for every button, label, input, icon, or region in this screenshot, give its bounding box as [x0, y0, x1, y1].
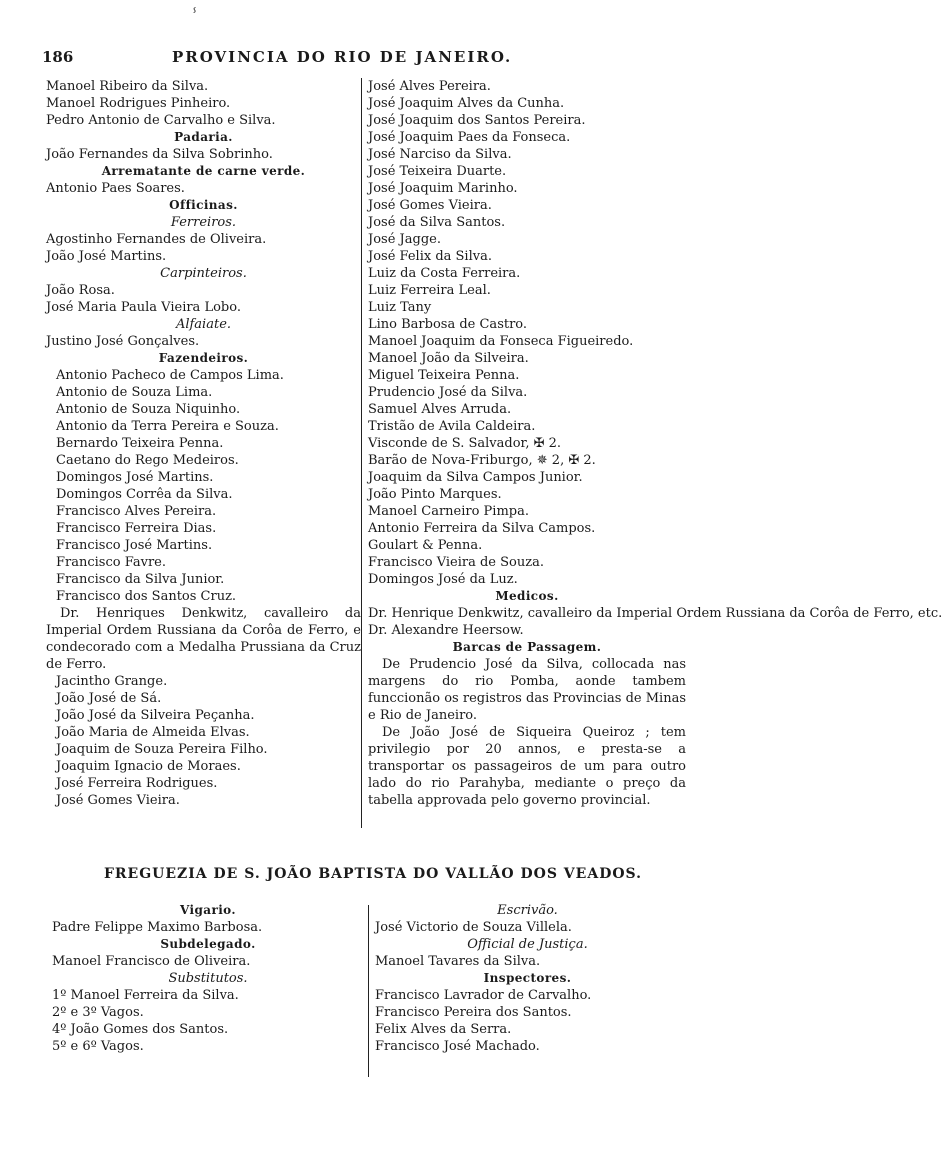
- list-item: José Joaquim Paes da Fonseca.: [368, 130, 571, 145]
- list-item: Visconde de S. Salvador, ✠ 2.: [368, 436, 562, 451]
- list-item: José Narciso da Silva.: [368, 147, 512, 162]
- list-item: Francisco dos Santos Cruz.: [56, 589, 237, 604]
- list-item: Manoel João da Silveira.: [368, 351, 529, 366]
- list-item: 5º e 6º Vagos.: [52, 1039, 144, 1054]
- list-item: Felix Alves da Serra.: [375, 1022, 512, 1037]
- list-item: José Ferreira Rodrigues.: [56, 776, 218, 791]
- paragraph: De João José de Siqueira Queiroz ; tem privilegio por 20 annos, e presta-se a transportar os passageiros de um para outro lado do rio Parahyba, mediante o preço da tabella approvada pelo governo provincial.: [368, 725, 686, 808]
- list-item: João Rosa.: [46, 283, 115, 298]
- list-item: Joaquim de Souza Pereira Filho.: [56, 742, 268, 757]
- paragraph: De Prudencio José da Silva, collocada nas margens do rio Pomba, aonde tambem funccionão os registros das Provincias de Minas e Rio de Janeiro.: [368, 657, 686, 723]
- list-item: Antonio da Terra Pereira e Souza.: [56, 419, 279, 434]
- list-item: João José de Sá.: [56, 691, 162, 706]
- section-heading: Arrematante de carne verde.: [101, 164, 306, 178]
- list-item: Manoel Carneiro Pimpa.: [368, 504, 529, 519]
- ink-smudge: ⸯ: [190, 8, 200, 27]
- list-item: José Maria Paula Vieira Lobo.: [46, 300, 241, 315]
- list-item: Francisco Lavrador de Carvalho.: [375, 988, 592, 1003]
- list-item: Miguel Teixeira Penna.: [368, 368, 520, 383]
- list-item: 4º João Gomes dos Santos.: [52, 1022, 229, 1037]
- list-item: Manoel Ribeiro da Silva.: [46, 79, 209, 94]
- left-column: [46, 78, 361, 809]
- list-item: Francisco Pereira dos Santos.: [375, 1005, 572, 1020]
- section-subheading: Escrivão.: [497, 903, 558, 918]
- list-item: Domingos José Martins.: [56, 470, 214, 485]
- section-subheading: Alfaiate.: [175, 317, 232, 332]
- list-item: Samuel Alves Arruda.: [368, 402, 512, 417]
- list-item: José Joaquim Alves da Cunha.: [368, 96, 565, 111]
- list-item: João José Martins.: [46, 249, 167, 264]
- page-header: [42, 48, 714, 70]
- list-item: Dr. Henrique Denkwitz, cavalleiro da Imperial Ordem Russiana da Corôa de Ferro, etc.: [368, 606, 942, 621]
- list-item: 2º e 3º Vagos.: [52, 1005, 144, 1020]
- list-item: José Gomes Vieira.: [56, 793, 180, 808]
- list-item: Antonio de Souza Lima.: [56, 385, 213, 400]
- section-left-column: [52, 902, 364, 1055]
- list-item: João Pinto Marques.: [368, 487, 502, 502]
- list-item: 1º Manoel Ferreira da Silva.: [52, 988, 239, 1003]
- section-heading: Barcas de Passagem.: [452, 640, 602, 654]
- list-item: Padre Felippe Maximo Barbosa.: [52, 920, 263, 935]
- list-item: Manoel Tavares da Silva.: [375, 954, 541, 969]
- section-subheading: Ferreiros.: [170, 215, 237, 230]
- section-column-divider: [368, 905, 369, 1077]
- column-divider: [361, 78, 362, 828]
- list-item: Manoel Francisco de Oliveira.: [52, 954, 251, 969]
- list-item: Luiz Ferreira Leal.: [368, 283, 491, 298]
- page-number: 186: [42, 48, 74, 66]
- list-item: João Fernandes da Silva Sobrinho.: [46, 147, 273, 162]
- list-item: João José da Silveira Peçanha.: [56, 708, 255, 723]
- right-column: [368, 78, 942, 809]
- list-item: José Alves Pereira.: [368, 79, 491, 94]
- list-item: Francisco José Martins.: [56, 538, 213, 553]
- list-item: Antonio de Souza Niquinho.: [56, 402, 241, 417]
- list-item: Lino Barbosa de Castro.: [368, 317, 528, 332]
- list-item: José Teixeira Duarte.: [368, 164, 507, 179]
- list-item: Prudencio José da Silva.: [368, 385, 528, 400]
- list-item: José da Silva Santos.: [368, 215, 506, 230]
- section-right-column: [375, 902, 680, 1055]
- list-item: João Maria de Almeida Elvas.: [56, 725, 250, 740]
- list-item: Dr. Alexandre Heersow.: [368, 623, 524, 638]
- list-item: Joaquim Ignacio de Moraes.: [56, 759, 241, 774]
- paragraph: Dr. Henriques Denkwitz, cavalleiro da Imperial Ordem Russiana da Corôa de Ferro, e condecorado com a Medalha Prussiana da Cruz de Ferro.: [46, 606, 361, 672]
- section-heading: Fazendeiros.: [158, 351, 249, 365]
- list-item: Domingos José da Luz.: [368, 572, 518, 587]
- section-heading: Inspectores.: [483, 971, 572, 985]
- list-item: Justino José Gonçalves.: [46, 334, 200, 349]
- list-item: Francisco Ferreira Dias.: [56, 521, 217, 536]
- list-item: Antonio Paes Soares.: [46, 181, 185, 196]
- list-item: Bernardo Teixeira Penna.: [56, 436, 224, 451]
- section-subheading: Carpinteiros.: [160, 266, 247, 281]
- list-item: Francisco da Silva Junior.: [56, 572, 225, 587]
- list-item: Francisco Vieira de Souza.: [368, 555, 544, 570]
- list-item: Manoel Joaquim da Fonseca Figueiredo.: [368, 334, 634, 349]
- list-item: Jacintho Grange.: [56, 674, 168, 689]
- list-item: José Jagge.: [368, 232, 441, 247]
- section-heading: Vigario.: [180, 903, 236, 917]
- section-subheading: Official de Justiça.: [467, 937, 588, 952]
- section-title: FREGUEZIA DE S. JOÃO BAPTISTA DO VALLÃO DOS VEADOS.: [103, 866, 643, 882]
- list-item: Luiz da Costa Ferreira.: [368, 266, 521, 281]
- list-item: Francisco Alves Pereira.: [56, 504, 217, 519]
- list-item: Goulart & Penna.: [368, 538, 483, 553]
- list-item: Antonio Ferreira da Silva Campos.: [368, 521, 596, 536]
- section-heading: Officinas.: [169, 198, 238, 212]
- list-item: José Joaquim dos Santos Pereira.: [368, 113, 586, 128]
- running-title: PROVINCIA DO RIO DE JANEIRO.: [172, 48, 513, 66]
- section-heading: Padaria.: [174, 130, 233, 144]
- list-item: Caetano do Rego Medeiros.: [56, 453, 239, 468]
- list-item: Domingos Corrêa da Silva.: [56, 487, 233, 502]
- list-item: José Victorio de Souza Villela.: [375, 920, 572, 935]
- list-item: Antonio Pacheco de Campos Lima.: [56, 368, 284, 383]
- section-subheading: Substitutos.: [168, 971, 248, 986]
- section-heading: Medicos.: [495, 589, 559, 603]
- list-item: José Joaquim Marinho.: [368, 181, 518, 196]
- list-item: Manoel Rodrigues Pinheiro.: [46, 96, 231, 111]
- list-item: Barão de Nova-Friburgo, ✵ 2, ✠ 2.: [368, 453, 596, 468]
- list-item: Agostinho Fernandes de Oliveira.: [46, 232, 267, 247]
- list-item: Francisco José Machado.: [375, 1039, 540, 1054]
- list-item: Luiz Tany: [368, 300, 432, 315]
- list-item: Tristão de Avila Caldeira.: [368, 419, 536, 434]
- list-item: Pedro Antonio de Carvalho e Silva.: [46, 113, 276, 128]
- list-item: Francisco Favre.: [56, 555, 166, 570]
- list-item: Joaquim da Silva Campos Junior.: [368, 470, 583, 485]
- list-item: José Gomes Vieira.: [368, 198, 492, 213]
- section-heading: Subdelegado.: [160, 937, 256, 951]
- list-item: José Felix da Silva.: [368, 249, 492, 264]
